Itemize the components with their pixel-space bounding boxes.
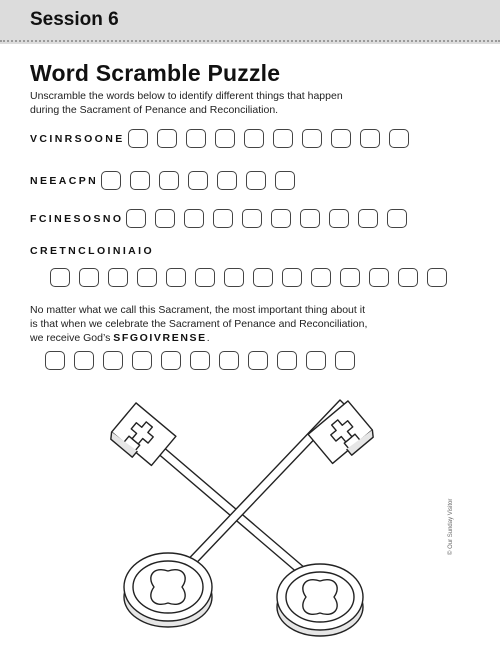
scrambled-word: SFGOIVRENSE bbox=[113, 332, 207, 344]
answer-box[interactable] bbox=[215, 129, 235, 148]
scrambled-word: VCINRSOONE bbox=[30, 132, 125, 145]
answer-box[interactable] bbox=[398, 268, 418, 287]
answer-box[interactable] bbox=[387, 209, 407, 228]
answer-box[interactable] bbox=[130, 171, 150, 190]
answer-box[interactable] bbox=[275, 171, 295, 190]
answer-box[interactable] bbox=[137, 268, 157, 287]
answer-box[interactable] bbox=[331, 129, 351, 148]
answer-boxes bbox=[101, 171, 304, 190]
answer-box[interactable] bbox=[186, 129, 206, 148]
answer-box[interactable] bbox=[108, 268, 128, 287]
final-paragraph bbox=[30, 303, 375, 345]
instructions: Unscramble the words below to identify different things that happen during the Sacrament of Penance and Reconciliation. bbox=[30, 90, 343, 116]
answer-box[interactable] bbox=[329, 209, 349, 228]
answer-box[interactable] bbox=[335, 351, 355, 370]
answer-box[interactable] bbox=[45, 351, 65, 370]
answer-box[interactable] bbox=[184, 209, 204, 228]
answer-box[interactable] bbox=[101, 171, 121, 190]
answer-box[interactable] bbox=[128, 129, 148, 148]
answer-box[interactable] bbox=[302, 129, 322, 148]
session-label: Session 6 bbox=[30, 9, 119, 30]
answer-box[interactable] bbox=[155, 209, 175, 228]
answer-box[interactable] bbox=[427, 268, 447, 287]
answer-box[interactable] bbox=[360, 129, 380, 148]
answer-box[interactable] bbox=[358, 209, 378, 228]
answer-box[interactable] bbox=[166, 268, 186, 287]
answer-box[interactable] bbox=[74, 351, 94, 370]
answer-box[interactable] bbox=[282, 268, 302, 287]
scrambled-word: CRETNCLOINIAIO bbox=[30, 245, 155, 257]
scrambled-word: NEEACPN bbox=[30, 174, 99, 187]
answer-box[interactable] bbox=[213, 209, 233, 228]
answer-boxes bbox=[45, 351, 364, 370]
answer-boxes bbox=[126, 209, 416, 228]
answer-box[interactable] bbox=[300, 209, 320, 228]
answer-box[interactable] bbox=[219, 351, 239, 370]
answer-box[interactable] bbox=[271, 209, 291, 228]
answer-box[interactable] bbox=[188, 171, 208, 190]
answer-box[interactable] bbox=[217, 171, 237, 190]
crossed-keys-icon bbox=[110, 378, 400, 648]
answer-box[interactable] bbox=[311, 268, 331, 287]
final-answer-row bbox=[45, 351, 364, 370]
answer-box[interactable] bbox=[306, 351, 326, 370]
scramble-row-1 bbox=[30, 129, 418, 148]
scramble-row-3 bbox=[30, 209, 416, 228]
answer-box[interactable] bbox=[389, 129, 409, 148]
answer-box[interactable] bbox=[224, 268, 244, 287]
answer-box[interactable] bbox=[248, 351, 268, 370]
answer-box[interactable] bbox=[190, 351, 210, 370]
answer-box[interactable] bbox=[369, 268, 389, 287]
final-text-end: . bbox=[206, 332, 210, 344]
answer-box[interactable] bbox=[244, 129, 264, 148]
answer-box[interactable] bbox=[246, 171, 266, 190]
answer-box[interactable] bbox=[132, 351, 152, 370]
answer-box[interactable] bbox=[159, 171, 179, 190]
answer-box[interactable] bbox=[157, 129, 177, 148]
answer-box[interactable] bbox=[277, 351, 297, 370]
scramble-row-4-boxes bbox=[50, 268, 456, 287]
answer-box[interactable] bbox=[273, 129, 293, 148]
answer-boxes bbox=[128, 129, 418, 148]
answer-box[interactable] bbox=[242, 209, 262, 228]
final-text: No matter what we call this Sacrament, the most important thing about it is that when we celebrate the Sacrament of Penance and Reconciliation, we receive God’s bbox=[30, 304, 368, 344]
page-title: Word Scramble Puzzle bbox=[30, 60, 281, 86]
copyright-credit: © Our Sunday Visitor bbox=[448, 498, 454, 555]
answer-boxes bbox=[50, 268, 456, 287]
answer-box[interactable] bbox=[103, 351, 123, 370]
answer-box[interactable] bbox=[253, 268, 273, 287]
answer-box[interactable] bbox=[126, 209, 146, 228]
answer-box[interactable] bbox=[340, 268, 360, 287]
answer-box[interactable] bbox=[195, 268, 215, 287]
answer-box[interactable] bbox=[161, 351, 181, 370]
answer-box[interactable] bbox=[79, 268, 99, 287]
scrambled-word: FCINESOSNO bbox=[30, 212, 124, 225]
scramble-row-2 bbox=[30, 171, 304, 190]
scramble-row-4 bbox=[30, 245, 157, 257]
answer-box[interactable] bbox=[50, 268, 70, 287]
